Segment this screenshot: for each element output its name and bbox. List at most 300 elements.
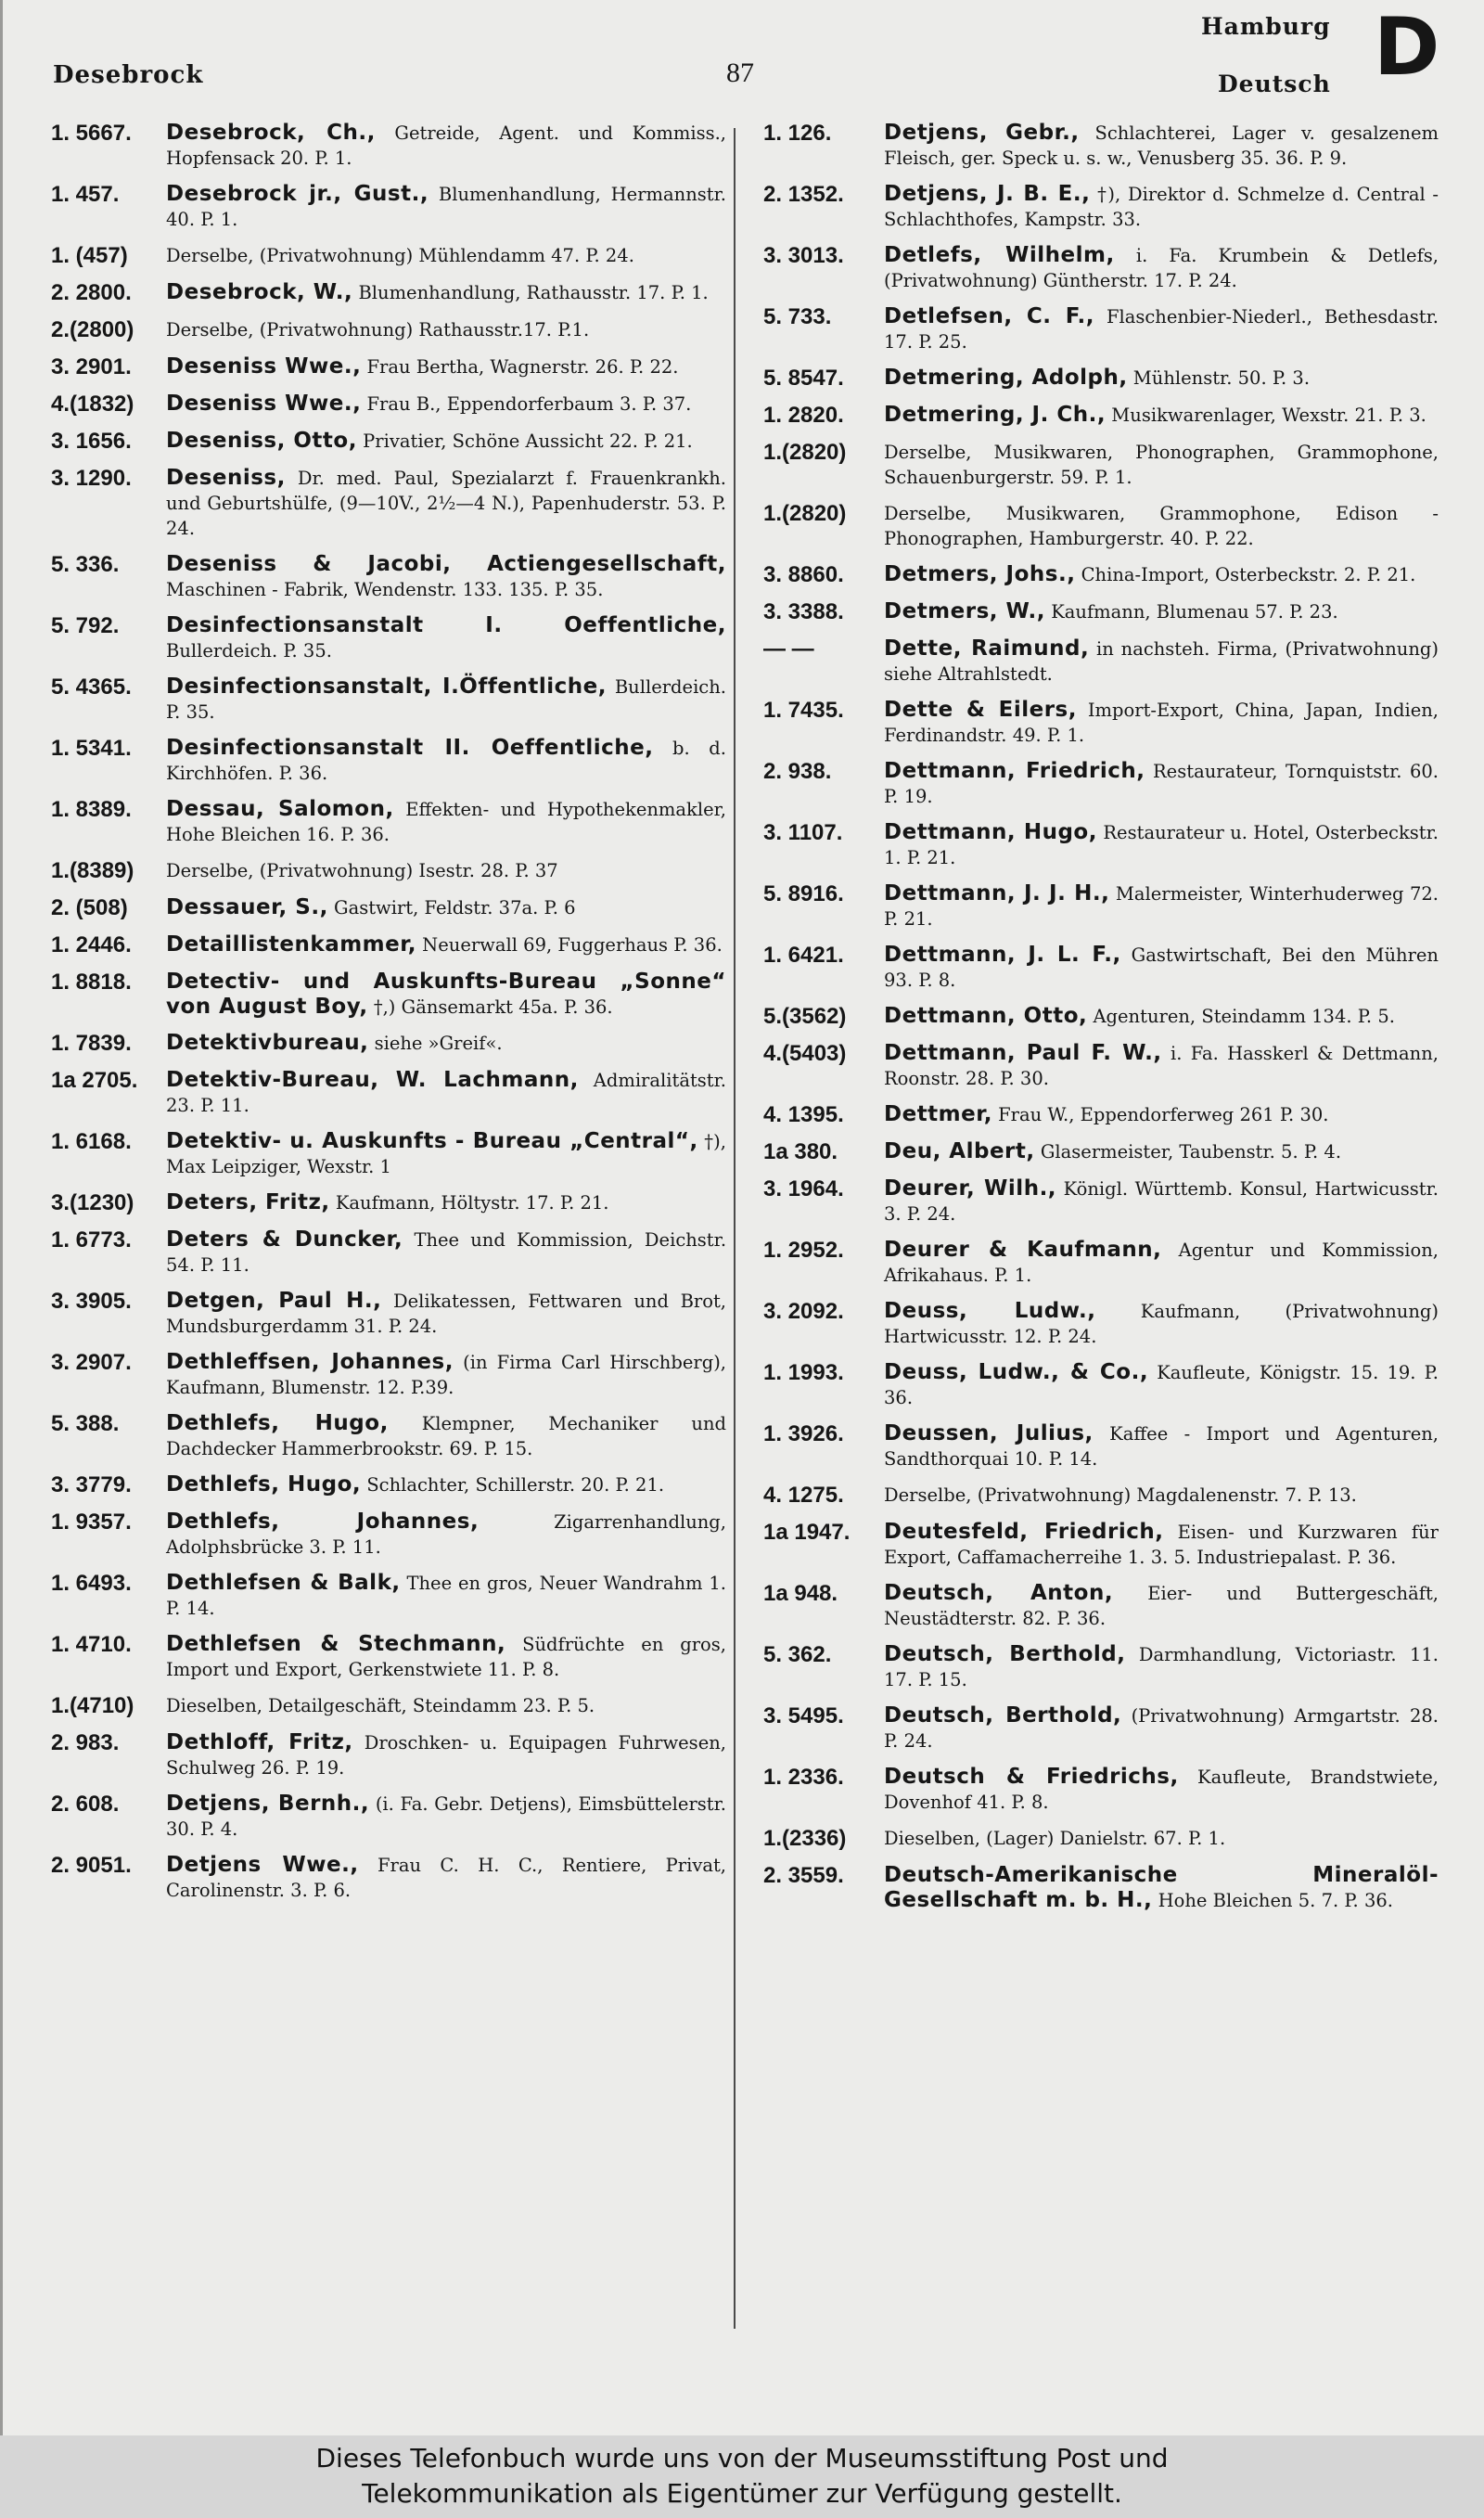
entry-details: (Privatwohnung) Armgartstr. 28. P. 24. (884, 1705, 1439, 1752)
phone-number: 1a 1947. (763, 1520, 851, 1545)
entry-name: Detektiv-Bureau, W. Lachmann, (166, 1068, 579, 1092)
directory-entry (51, 613, 726, 663)
directory-entry (763, 599, 1439, 625)
phone-number: 3. 2907. (51, 1350, 132, 1375)
phone-number: 4.(5403) (763, 1041, 847, 1066)
directory-entry (763, 1483, 1439, 1509)
phone-number: 1. 9357. (51, 1510, 132, 1535)
entry-text (884, 1041, 1439, 1091)
entry-details: Dieselben, Detailgeschäft, Steindamm 23. P. 5. (166, 1695, 595, 1716)
entry-name: Desinfectionsanstalt I. Oeffentliche, (166, 613, 726, 637)
entry-name: Deuss, Ludw., & Co., (884, 1360, 1149, 1384)
entry-text (166, 354, 726, 379)
entry-details: Schlachterei, Lager v. gesalzenem Fleisch, ger. Speck u. s. w., Venusberg 35. 36. P. 9. (884, 122, 1439, 169)
entry-text (166, 1632, 726, 1682)
footer-banner (0, 2435, 1484, 2518)
entry-name: Detectiv- und Auskunfts-Bureau „Sonne“ von August Boy, (166, 970, 726, 1019)
entry-text (166, 1227, 726, 1278)
directory-entry (763, 243, 1439, 293)
phone-number: 4. 1395. (763, 1102, 844, 1127)
entry-details: Derselbe, (Privatwohnung) Magdalenenstr. 7. P. 13. (884, 1484, 1357, 1506)
entry-name: Dethlefs, Johannes, (166, 1510, 480, 1534)
directory-entry (51, 182, 726, 232)
entry-details: in nachsteh. Firma, (Privatwohnung) siehe Altrahlstedt. (884, 638, 1439, 685)
directory-entry (51, 1068, 726, 1118)
phone-number: 5. 388. (51, 1411, 120, 1436)
column-divider (734, 128, 736, 2329)
phone-number: 1.(2820) (763, 440, 847, 465)
phone-number: 3. 3388. (763, 599, 844, 624)
phone-number: 1. 6773. (51, 1227, 132, 1253)
entry-text (884, 759, 1439, 809)
entry-text (166, 182, 726, 232)
entry-details: Derselbe, (Privatwohnung) Isestr. 28. P. 37 (166, 860, 558, 881)
section-letter: D (1374, 1, 1440, 94)
entry-name: Deseniss Wwe., (166, 354, 362, 379)
entry-text (166, 932, 726, 957)
directory-entry (51, 1571, 726, 1621)
entry-details: Kaffee - Import und Agenturen, Sandthorquai 10. P. 14. (884, 1423, 1439, 1470)
phone-number: 3. 3013. (763, 243, 844, 268)
entry-details: Kaufmann, Höltystr. 17. P. 21. (335, 1192, 609, 1214)
phone-number: 1. 1993. (763, 1360, 844, 1385)
entry-details: Kaufmann, Blumenau 57. P. 23. (1051, 601, 1338, 623)
entry-name: Dessauer, S., (166, 895, 328, 919)
entry-name: Dettmer, (884, 1102, 992, 1126)
phone-number: 1.(4710) (51, 1693, 134, 1718)
page-number: 87 (726, 58, 754, 88)
directory-entry (51, 121, 726, 171)
phone-number: 1. 457. (51, 182, 120, 207)
entry-text (884, 698, 1439, 748)
directory-entry (763, 182, 1439, 232)
phone-number: 3. 2092. (763, 1299, 844, 1324)
phone-number: 1. 2336. (763, 1765, 844, 1790)
left-column (51, 121, 726, 1914)
directory-entry (763, 1765, 1439, 1815)
entry-text (884, 1238, 1439, 1288)
entry-text (884, 304, 1439, 354)
directory-entry (763, 440, 1439, 490)
entry-details: Klempner, Mechaniker und Dachdecker Hammerbrookstr. 69. P. 15. (166, 1413, 726, 1459)
phone-number: 2. 938. (763, 759, 832, 784)
entry-details: Schlachter, Schillerstr. 20. P. 21. (366, 1474, 665, 1496)
directory-entry (763, 403, 1439, 429)
entry-text (166, 1350, 726, 1400)
directory-entry (51, 1031, 726, 1057)
entry-details: Restaurateur, Tornquiststr. 60. P. 19. (884, 761, 1439, 807)
directory-entry (51, 1632, 726, 1682)
entry-details: b. d. Kirchhöfen. P. 36. (166, 738, 726, 784)
entry-name: Detgen, Paul H., (166, 1289, 382, 1313)
entry-text (166, 552, 726, 602)
entry-name: Dettmann, J. J. H., (884, 881, 1110, 906)
entry-name: Deutsch, Berthold, (884, 1703, 1122, 1728)
entry-details: Dr. med. Paul, Spezialarzt f. Frauenkrankh. und Geburtshülfe, (9—10V., 2½—4 N.), Papenhuderstr. 53. P. 24. (166, 468, 726, 539)
entry-name: Deseniss Wwe., (166, 392, 362, 416)
entry-name: Desebrock, W., (166, 280, 353, 304)
phone-number: 1. 8818. (51, 970, 132, 995)
entry-name: Dethloff, Fritz, (166, 1730, 353, 1754)
directory-entry (51, 1510, 726, 1560)
entry-details: Import-Export, China, Japan, Indien, Ferdinandstr. 49. P. 1. (884, 700, 1439, 746)
entry-text (166, 392, 726, 417)
entry-name: Dette & Eilers, (884, 698, 1077, 722)
directory-entry (51, 1693, 726, 1719)
entry-text (884, 1581, 1439, 1631)
entry-name: Detjens, Gebr., (884, 121, 1080, 145)
entry-name: Deseniss, (166, 466, 286, 490)
phone-number: 1. 8389. (51, 797, 132, 822)
entry-text (884, 1703, 1439, 1754)
directory-entry (763, 366, 1439, 392)
entry-name: Deurer & Kaufmann, (884, 1238, 1162, 1262)
entry-details: Bullerdeich. P. 35. (166, 676, 726, 723)
directory-entry (763, 1299, 1439, 1349)
entry-text (166, 1730, 726, 1780)
phone-number: 2. 9051. (51, 1853, 132, 1878)
entry-text (166, 797, 726, 847)
directory-entry (763, 820, 1439, 870)
phone-number: 3. 2901. (51, 354, 132, 379)
entry-details: Gastwirtschaft, Bei den Mühren 93. P. 8. (884, 944, 1439, 991)
entry-text (166, 674, 726, 725)
entry-details: †), Max Leipziger, Wexstr. 1 (166, 1131, 726, 1177)
entry-name: Detjens, Bernh., (166, 1792, 370, 1816)
footer-line-2: Telekommunikation als Eigentümer zur Verfügung gestellt. (362, 2478, 1122, 2509)
entry-name: Dette, Raimund, (884, 636, 1090, 661)
entry-name: Deussen, Julius, (884, 1421, 1094, 1445)
phone-number: 3. 1656. (51, 429, 132, 454)
entry-details: Thee en gros, Neuer Wandrahm 1. P. 14. (166, 1573, 726, 1619)
entry-text (884, 1826, 1439, 1851)
entry-text (884, 440, 1439, 490)
entry-text (884, 820, 1439, 870)
phone-number: 5. 336. (51, 552, 120, 577)
entry-details: Königl. Württemb. Konsul, Hartwicusstr. 3. P. 24. (884, 1178, 1439, 1225)
entry-details: Agenturen, Steindamm 134. P. 5. (1093, 1006, 1395, 1027)
entry-details: Hohe Bleichen 5. 7. P. 36. (1158, 1890, 1393, 1911)
directory-entry (51, 1411, 726, 1461)
entry-details: Thee und Kommission, Deichstr. 54. P. 11. (166, 1229, 727, 1276)
directory-entry (763, 1642, 1439, 1692)
running-head-city: Hamburg (1201, 13, 1331, 40)
phone-number: 2. 2800. (51, 280, 132, 305)
phone-number: 3.(1230) (51, 1190, 134, 1215)
phone-number: 2. 1352. (763, 182, 844, 207)
entry-details: †), Direktor d. Schmelze d. Central - Schlachthofes, Kampstr. 33. (884, 184, 1439, 230)
entry-details: Zigarrenhandlung, Adolphsbrücke 3. P. 11. (166, 1511, 726, 1558)
entry-text (166, 317, 726, 342)
directory-entry (763, 1703, 1439, 1754)
phone-number: 5. 792. (51, 613, 120, 638)
directory-entry (763, 1520, 1439, 1570)
phone-number: — — (763, 636, 814, 662)
entry-name: Detmering, J. Ch., (884, 403, 1107, 427)
phone-number: 5. 8547. (763, 366, 844, 391)
entry-details: †,) Gänsemarkt 45a. P. 36. (373, 996, 613, 1018)
directory-entry (763, 1360, 1439, 1410)
entry-text (884, 1004, 1439, 1029)
entry-details: i. Fa. Hasskerl & Dettmann, Roonstr. 28. P. 30. (884, 1043, 1439, 1089)
entry-text (166, 429, 726, 454)
entry-text (166, 1411, 726, 1461)
entry-details: Effekten- und Hypothekenmakler, Hohe Bleichen 16. P. 36. (166, 799, 727, 845)
entry-name: Desebrock jr., Gust., (166, 182, 429, 206)
entry-name: Dettmann, J. L. F., (884, 943, 1121, 967)
directory-entry (763, 881, 1439, 931)
entry-name: Deu, Albert, (884, 1139, 1035, 1163)
entry-details: Maschinen - Fabrik, Wendenstr. 133. 135. P. 35. (166, 579, 604, 600)
phone-number: 1a 380. (763, 1139, 838, 1164)
entry-name: Detektiv- u. Auskunfts - Bureau „Central“, (166, 1129, 698, 1153)
entry-text (884, 562, 1439, 587)
entry-details: Delikatessen, Fettwaren und Brot, Mundsburgerdamm 31. P. 24. (166, 1291, 726, 1337)
entry-details: i. Fa. Krumbein & Detlefs, (Privatwohnung) Güntherstr. 17. P. 24. (884, 245, 1439, 291)
entry-text (166, 613, 726, 663)
entry-text (166, 1792, 726, 1842)
directory-entry (51, 552, 726, 602)
entry-text (166, 1472, 726, 1497)
directory-entry (763, 121, 1439, 171)
entry-name: Dettmann, Friedrich, (884, 759, 1145, 783)
directory-entry (763, 1581, 1439, 1631)
directory-entry (51, 280, 726, 306)
entry-details: Eier- und Buttergeschäft, Neustädterstr. 82. P. 36. (884, 1583, 1439, 1629)
entry-details: (in Firma Carl Hirschberg), Kaufmann, Blumenstr. 12. P.39. (166, 1352, 726, 1398)
phone-number: 1a 948. (763, 1581, 838, 1606)
directory-entry (51, 970, 726, 1020)
directory-entry (763, 1139, 1439, 1165)
directory-entry (51, 354, 726, 380)
entry-text (166, 243, 726, 268)
entry-text (884, 182, 1439, 232)
directory-entry (763, 1176, 1439, 1227)
phone-number: 4.(1832) (51, 392, 134, 417)
entry-text (884, 1360, 1439, 1410)
entry-details: Malermeister, Winterhuderweg 72. P. 21. (884, 883, 1439, 930)
entry-details: (i. Fa. Gebr. Detjens), Eimsbüttelerstr. 30. P. 4. (166, 1793, 727, 1840)
phone-number: 1. 6421. (763, 943, 844, 968)
entry-text (166, 1031, 726, 1056)
directory-entry (51, 1792, 726, 1842)
entry-text (166, 1129, 726, 1179)
entry-text (166, 1068, 726, 1118)
entry-name: Dethlefs, Hugo, (166, 1472, 362, 1497)
entry-text (166, 1510, 726, 1560)
directory-entry (51, 797, 726, 847)
phone-number: 3. 1290. (51, 466, 132, 491)
entry-details: Glasermeister, Taubenstr. 5. P. 4. (1040, 1141, 1342, 1163)
entry-text (166, 1190, 726, 1215)
directory-entry (51, 1472, 726, 1498)
entry-details: Südfrüchte en gros, Import und Export, Gerkenstwiete 11. P. 8. (166, 1634, 726, 1680)
entry-name: Detektivbureau, (166, 1031, 369, 1055)
entry-details: Bullerdeich. P. 35. (166, 640, 332, 662)
entry-details: Admiralitätstr. 23. P. 11. (166, 1070, 726, 1116)
entry-details: Restaurateur u. Hotel, Osterbeckstr. 1. P. 21. (884, 822, 1439, 868)
directory-entry (763, 943, 1439, 993)
entry-details: Kaufmann, (Privatwohnung) Hartwicusstr. 12. P. 24. (884, 1301, 1439, 1347)
entry-name: Deutsch & Friedrichs, (884, 1765, 1179, 1789)
phone-number: 5. 4365. (51, 674, 132, 700)
entry-details: Derselbe, Musikwaren, Phonographen, Grammophone, Schauenburgerstr. 59. P. 1. (884, 442, 1439, 488)
directory-entry (763, 636, 1439, 687)
directory-entry (51, 243, 726, 269)
entry-details: Privatier, Schöne Aussicht 22. P. 21. (363, 430, 693, 452)
entry-text (884, 943, 1439, 993)
directory-entry (51, 466, 726, 541)
entry-name: Dettmann, Hugo, (884, 820, 1097, 844)
entry-text (166, 280, 726, 305)
phone-number: 2. 608. (51, 1792, 120, 1817)
phone-number: 1.(2820) (763, 501, 847, 526)
entry-details: Neuerwall 69, Fuggerhaus P. 36. (422, 934, 723, 956)
phone-number: 5. 362. (763, 1642, 832, 1667)
directory-entry (51, 1730, 726, 1780)
entry-text (166, 1853, 726, 1903)
entry-details: Darmhandlung, Victoriastr. 11. 17. P. 15. (884, 1644, 1439, 1690)
phone-number: 1. 2820. (763, 403, 844, 428)
entry-details: Blumenhandlung, Rathausstr. 17. P. 1. (358, 282, 709, 303)
directory-entry (763, 1004, 1439, 1030)
entry-text (166, 466, 726, 541)
phone-number: 1. 6168. (51, 1129, 132, 1154)
entry-name: Dethlefsen & Stechmann, (166, 1632, 506, 1656)
entry-details: Derselbe, (Privatwohnung) Mühlendamm 47. P. 24. (166, 245, 634, 266)
entry-text (884, 1765, 1439, 1815)
entry-text (166, 1571, 726, 1621)
entry-details: Eisen- und Kurzwaren für Export, Caffamacherreihe 1. 3. 5. Industriepalast. P. 36. (884, 1522, 1439, 1568)
directory-entry (763, 698, 1439, 748)
phone-number: 5. 8916. (763, 881, 844, 906)
entry-name: Deutsch-Amerikanische Mineralöl-Gesellschaft m. b. H., (884, 1863, 1439, 1912)
entry-text (884, 1421, 1439, 1471)
directory-entry (51, 736, 726, 786)
entry-text (884, 881, 1439, 931)
phone-number: 1. 5667. (51, 121, 132, 146)
directory-entry (763, 1102, 1439, 1128)
entry-text (884, 1102, 1439, 1127)
entry-text (884, 501, 1439, 551)
entry-name: Deseniss & Jacobi, Actiengesellschaft, (166, 552, 726, 576)
phone-number: 1.(8389) (51, 858, 134, 883)
phone-number: 4. 1275. (763, 1483, 844, 1508)
entry-text (166, 895, 726, 920)
directory-entry (51, 895, 726, 921)
entry-details: Gastwirt, Feldstr. 37a. P. 6 (334, 897, 576, 919)
entry-name: Detlefsen, C. F., (884, 304, 1094, 328)
entry-text (884, 636, 1439, 687)
directory-entry (763, 1238, 1439, 1288)
entry-name: Detlefs, Wilhelm, (884, 243, 1115, 267)
entry-text (884, 1176, 1439, 1227)
phone-number: 5. 733. (763, 304, 832, 329)
entry-name: Detjens Wwe., (166, 1853, 359, 1877)
directory-entry (763, 1826, 1439, 1852)
phone-number: 2. 983. (51, 1730, 120, 1755)
entry-text (166, 1289, 726, 1339)
entry-text (166, 1693, 726, 1718)
entry-details: Frau C. H. C., Rentiere, Privat, Carolinenstr. 3. P. 6. (166, 1855, 727, 1901)
entry-name: Dethleffsen, Johannes, (166, 1350, 454, 1374)
entry-text (884, 599, 1439, 624)
entry-name: Dessau, Salomon, (166, 797, 394, 821)
directory-entry (763, 501, 1439, 551)
entry-text (884, 1863, 1439, 1913)
entry-name: Deutesfeld, Friedrich, (884, 1520, 1164, 1544)
entry-text (884, 1642, 1439, 1692)
phone-number: 2.(2800) (51, 317, 134, 342)
entry-name: Deseniss, Otto, (166, 429, 357, 453)
entry-details: Flaschenbier-Niederl., Bethesdastr. 17. P. 25. (884, 306, 1439, 353)
entry-details: Droschken- u. Equipagen Fuhrwesen, Schulweg 26. P. 19. (166, 1732, 726, 1779)
entry-name: Dethlefs, Hugo, (166, 1411, 389, 1435)
entry-name: Detaillistenkammer, (166, 932, 416, 957)
entry-details: Dieselben, (Lager) Danielstr. 67. P. 1. (884, 1828, 1226, 1849)
phone-number: 1. 5341. (51, 736, 132, 761)
directory-entry (51, 392, 726, 418)
entry-text (884, 1520, 1439, 1570)
phone-number: 1. 3926. (763, 1421, 844, 1446)
entry-details: Derselbe, (Privatwohnung) Rathausstr.17. P.1. (166, 319, 590, 340)
phone-number: 1. (457) (51, 243, 128, 268)
running-head-section: Deutsch (1218, 71, 1331, 97)
entry-text (166, 970, 726, 1020)
entry-details: Frau W., Eppendorferweg 261 P. 30. (998, 1104, 1329, 1125)
directory-entry (51, 1350, 726, 1400)
directory-entry (763, 1041, 1439, 1091)
footer-line-1: Dieses Telefonbuch wurde uns von der Museumsstiftung Post und (315, 2443, 1169, 2473)
phone-number: 2. 3559. (763, 1863, 844, 1888)
phone-number: 1. 7839. (51, 1031, 132, 1056)
entry-text (884, 366, 1439, 391)
entry-name: Deuss, Ludw., (884, 1299, 1096, 1323)
entry-details: Mühlenstr. 50. P. 3. (1132, 367, 1311, 389)
entry-text (884, 1483, 1439, 1508)
directory-entry (51, 1853, 726, 1903)
entry-details: Kaufleute, Königstr. 15. 19. P. 36. (884, 1362, 1439, 1408)
entry-text (884, 1299, 1439, 1349)
entry-name: Deters & Duncker, (166, 1227, 403, 1252)
entry-details: Agentur und Kommission, Afrikahaus. P. 1. (884, 1240, 1439, 1286)
phone-number: 1. 7435. (763, 698, 844, 723)
entry-details: Frau B., Eppendorferbaum 3. P. 37. (366, 393, 692, 415)
phone-number: 1. 126. (763, 121, 832, 146)
phone-number: 3. 5495. (763, 1703, 844, 1728)
directory-entry (51, 674, 726, 725)
directory-entry (51, 1289, 726, 1339)
entry-text (166, 858, 726, 883)
phone-number: 3. 1964. (763, 1176, 844, 1201)
phone-number: 1.(2336) (763, 1826, 847, 1851)
entry-details: Getreide, Agent. und Kommiss., Hopfensack 20. P. 1. (166, 122, 726, 169)
phone-number: 3. 8860. (763, 562, 844, 587)
phone-number: 1. 2446. (51, 932, 132, 957)
phone-number: 2. (508) (51, 895, 128, 920)
entry-details: Frau Bertha, Wagnerstr. 26. P. 22. (366, 356, 679, 378)
right-column (763, 121, 1439, 1924)
directory-entry (51, 1190, 726, 1216)
running-head-name: Desebrock (53, 61, 204, 89)
entry-text (166, 736, 726, 786)
entry-text (884, 121, 1439, 171)
entry-name: Desebrock, Ch., (166, 121, 376, 145)
directory-entry (51, 932, 726, 958)
phone-number: 3. 3905. (51, 1289, 132, 1314)
directory-entry (51, 1227, 726, 1278)
entry-text (884, 1139, 1439, 1164)
